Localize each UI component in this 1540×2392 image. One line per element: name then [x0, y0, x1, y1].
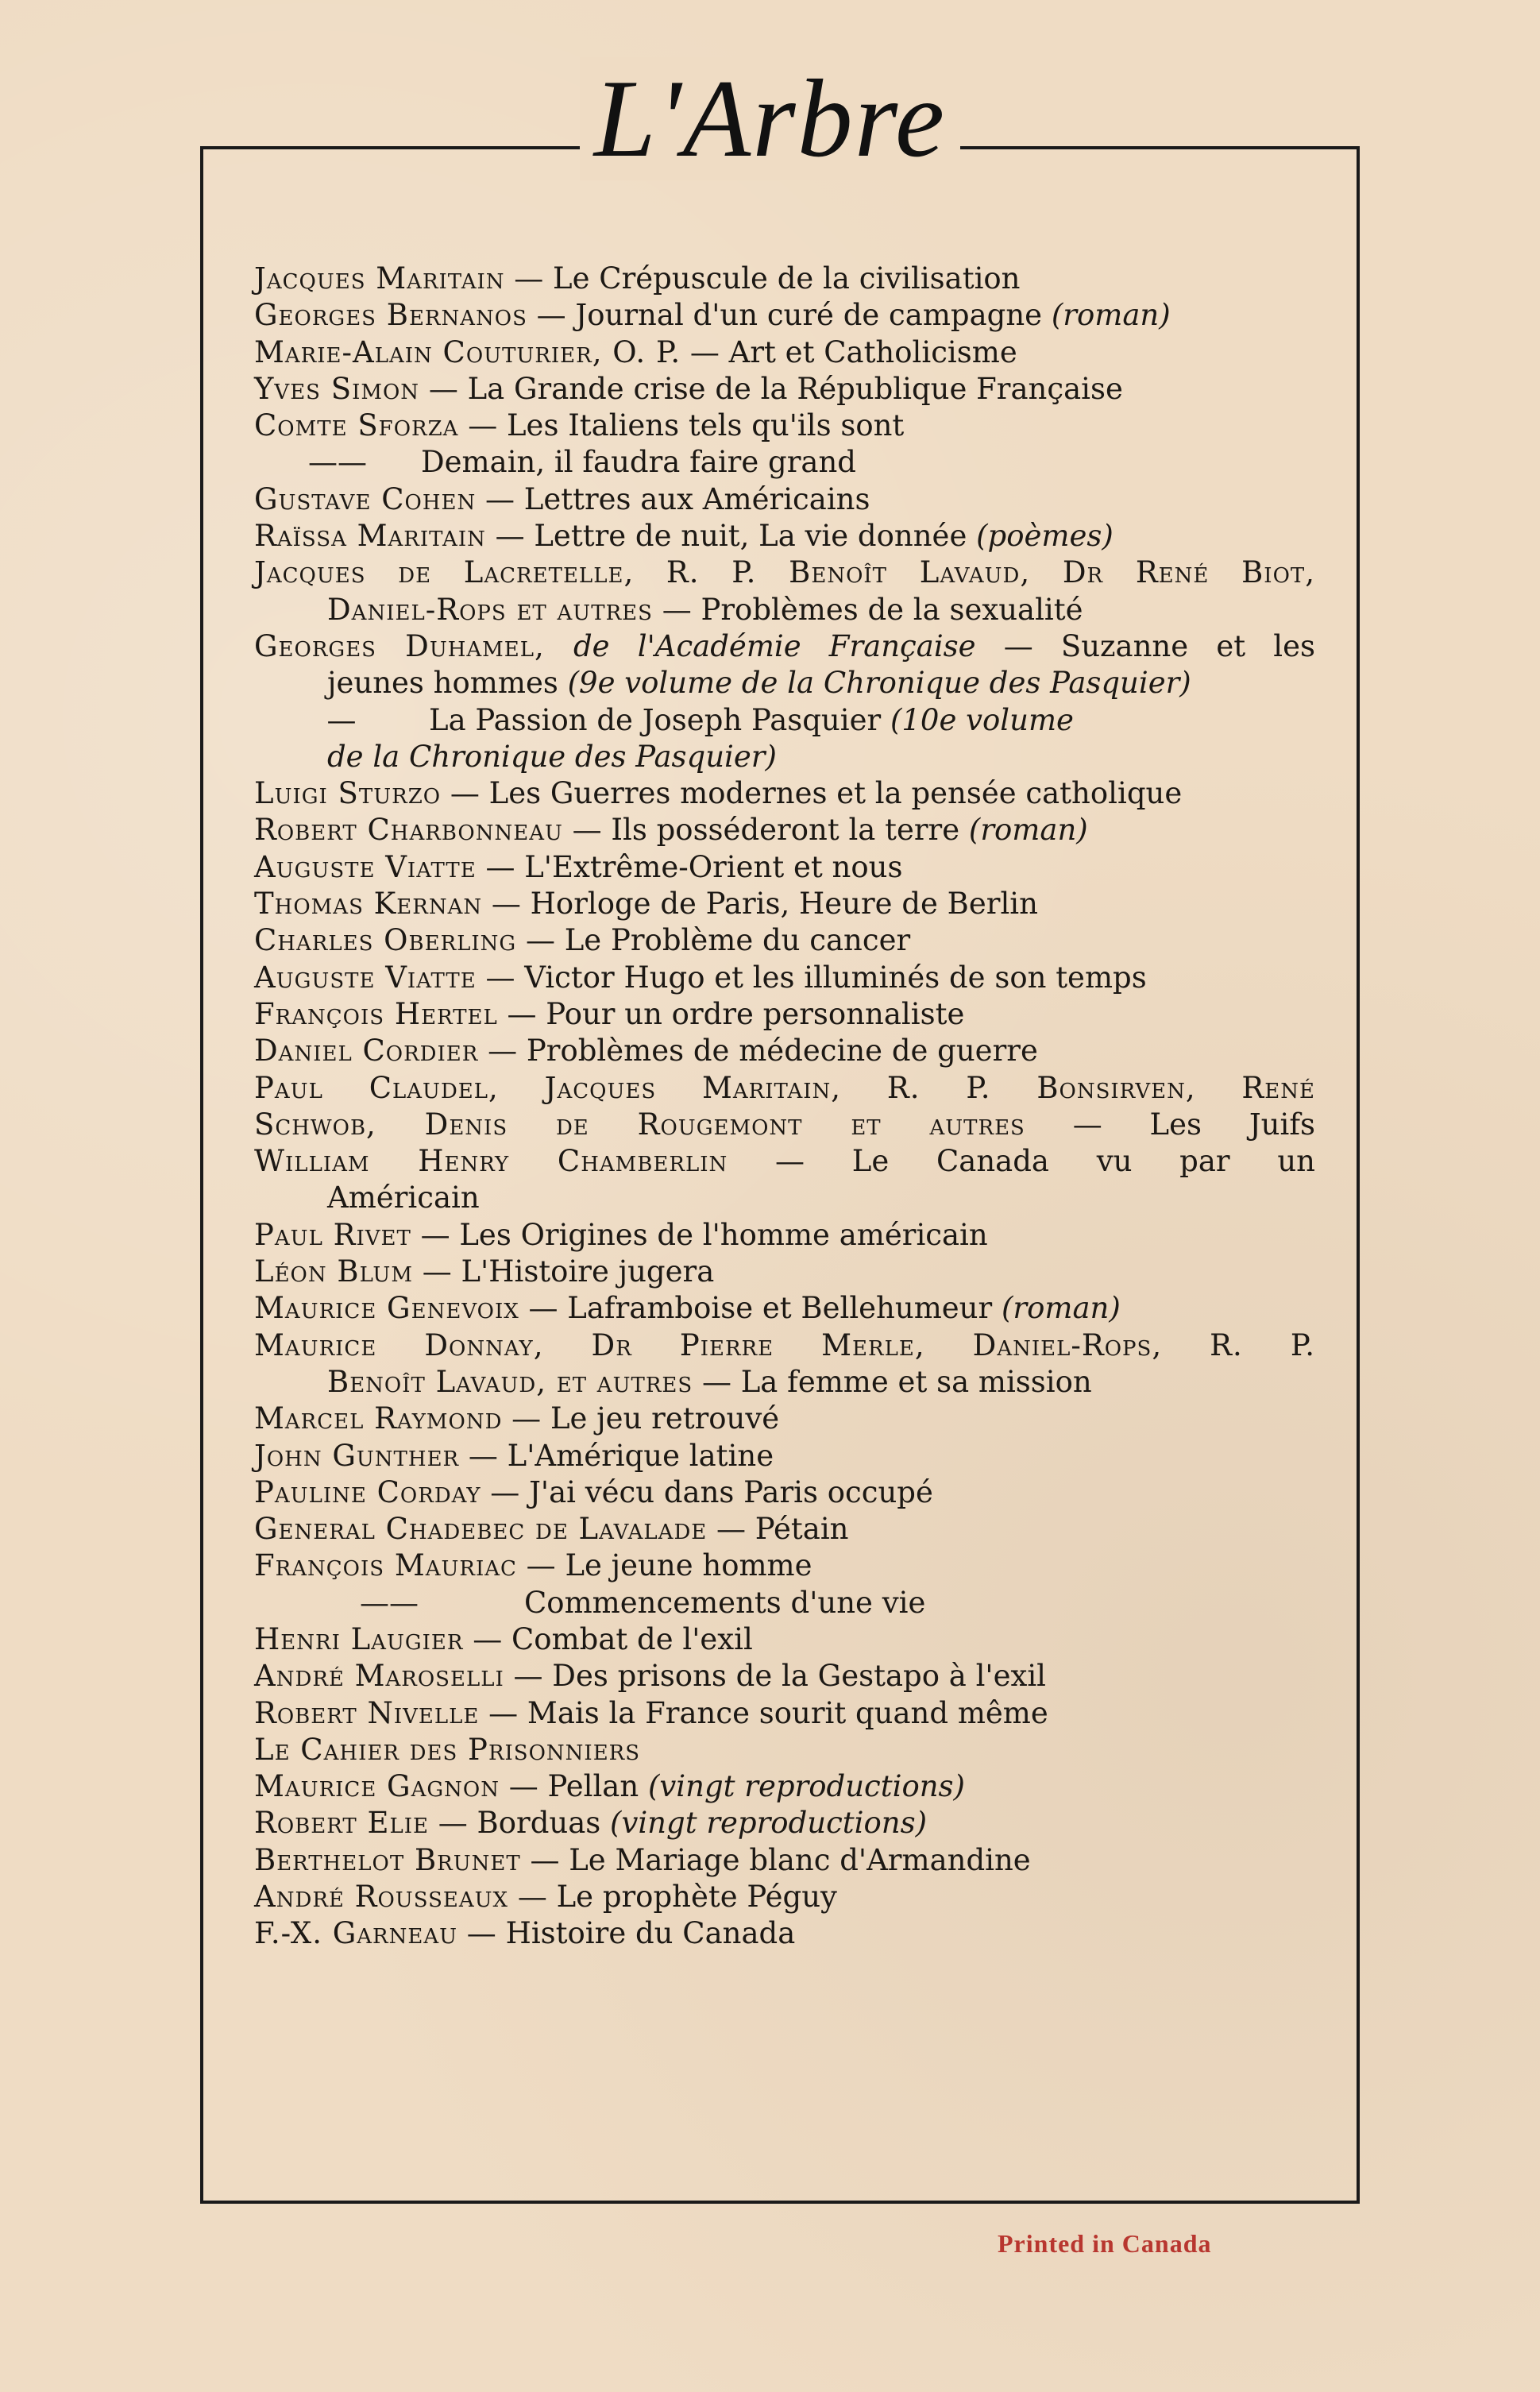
book-list [254, 261, 1315, 1953]
entry-affiliation: de l'Académie Française [573, 628, 976, 663]
book-entry [254, 334, 1315, 371]
entry-title: — Pour un ordre personnaliste [497, 996, 965, 1031]
entry-author: F.-X. Garneau [254, 1916, 458, 1951]
book-entry [254, 1768, 1315, 1805]
book-entry [254, 444, 1315, 481]
ditto-dash: — [326, 702, 357, 737]
entry-author: Maurice Gagnon [254, 1769, 500, 1804]
entry-title: — Les Italiens tels qu'ils sont [458, 408, 905, 443]
entry-author: Daniel-Rops et autres [327, 592, 653, 627]
book-entry [254, 996, 1315, 1033]
entry-title: — Journal d'un curé de campagne [527, 298, 1052, 333]
entry-note: (roman) [968, 813, 1088, 848]
ditto-dash: —— [360, 1585, 419, 1620]
book-entry [254, 702, 1315, 739]
book-entry [254, 1915, 1315, 1952]
book-entry [254, 1180, 1315, 1216]
entry-title: — Le prophète Péguy [508, 1880, 837, 1915]
entry-author: Schwob, Denis de Rougemont et autres [254, 1107, 1025, 1142]
entry-title: — L'Histoire jugera [412, 1254, 715, 1289]
entry-author: John Gunther [254, 1438, 460, 1473]
entry-author: François Hertel [254, 996, 498, 1031]
book-entry [254, 1143, 1315, 1180]
entry-author: Jacques de Lacretelle, R. P. Benoît Lavaud, Dr René Biot, [254, 555, 1315, 590]
entry-title: Demain, il faudra faire grand [421, 445, 856, 480]
entry-author: Léon Blum [254, 1254, 413, 1289]
book-entry [254, 1805, 1315, 1841]
entry-title: — L'Extrême-Orient et nous [476, 849, 903, 884]
book-entry [254, 1290, 1315, 1327]
book-entry [254, 1658, 1315, 1694]
book-entry [254, 922, 1315, 959]
entry-author: Robert Elie [254, 1806, 430, 1841]
entry-author: Berthelot Brunet [254, 1842, 521, 1877]
entry-author: Georges Duhamel, [254, 628, 573, 663]
book-entry [254, 1474, 1315, 1511]
book-entry [254, 592, 1315, 628]
entry-title: — La femme et sa mission [693, 1364, 1092, 1399]
book-entry [254, 849, 1315, 886]
entry-title: — Les Juifs [1025, 1107, 1316, 1142]
entry-author: Robert Nivelle [254, 1695, 480, 1730]
entry-note: de la Chronique des Pasquier) [327, 739, 777, 774]
entry-title: — Les Origines de l'homme américain [411, 1217, 988, 1252]
entry-title: — L'Amérique latine [459, 1438, 774, 1473]
entry-author: General Chadebec de Lavalade [254, 1512, 708, 1547]
book-entry [254, 1327, 1315, 1364]
entry-title: — Problèmes de la sexualité [652, 592, 1083, 627]
entry-title: — Le Canada vu par un [728, 1144, 1316, 1179]
book-entry [254, 518, 1315, 555]
entry-author: Auguste Viatte [254, 960, 477, 995]
entry-author: Jacques Maritain [254, 261, 505, 296]
entry-author: Charles Oberling [254, 923, 517, 958]
book-entry [254, 1070, 1315, 1107]
book-entry [254, 1107, 1315, 1143]
entry-author: André Maroselli [254, 1659, 504, 1694]
book-entry [254, 960, 1315, 996]
book-entry [254, 665, 1315, 701]
entry-title: Américain [327, 1181, 480, 1215]
entry-title: — La Grande crise de la République Française [419, 371, 1123, 406]
entry-title: — Horloge de Paris, Heure de Berlin [482, 887, 1038, 922]
book-entry [254, 812, 1315, 848]
book-entry [254, 1511, 1315, 1548]
book-entry [254, 628, 1315, 665]
book-entry [254, 371, 1315, 408]
entry-author: Georges Bernanos [254, 298, 527, 333]
entry-author: Marcel Raymond [254, 1401, 503, 1436]
entry-author: Thomas Kernan [254, 887, 483, 922]
entry-author: Marie-Alain Couturier, O. P. [254, 334, 681, 369]
book-entry [254, 1438, 1315, 1474]
entry-title: — Laframboise et Bellehumeur [519, 1291, 1002, 1326]
book-entry [254, 261, 1315, 297]
entry-title: — Art et Catholicisme [681, 334, 1017, 369]
entry-note: (roman) [1051, 298, 1171, 333]
entry-title: — Borduas [429, 1806, 611, 1841]
entry-author: Robert Charbonneau [254, 813, 563, 848]
entry-title: — Ils posséderont la terre [562, 813, 969, 848]
entry-title: — Problèmes de médecine de guerre [478, 1034, 1038, 1068]
book-entry [254, 481, 1315, 518]
book-entry [254, 739, 1315, 775]
page-title: L'Arbre [0, 64, 1540, 175]
entry-author: Paul Claudel, Jacques Maritain, R. P. Bonsirven, René [254, 1070, 1315, 1105]
entry-author: François Mauriac [254, 1548, 517, 1583]
entry-author: Gustave Cohen [254, 481, 477, 516]
entry-author: Le Cahier des Prisonniers [254, 1732, 641, 1767]
book-entry [254, 1401, 1315, 1437]
entry-note: (poèmes) [976, 519, 1114, 554]
entry-author: Pauline Corday [254, 1474, 481, 1509]
book-entry [254, 1254, 1315, 1290]
entry-author: Maurice Donnay, Dr Pierre Merle, Daniel-Rops, R. P. [254, 1327, 1315, 1362]
book-entry [254, 297, 1315, 334]
book-entry [254, 1033, 1315, 1069]
book-entry [254, 1879, 1315, 1915]
entry-title: — Lettres aux Américains [476, 481, 870, 516]
entry-author: Auguste Viatte [254, 849, 477, 884]
entry-author: Paul Rivet [254, 1217, 411, 1252]
entry-note: (9e volume de la Chronique des Pasquier) [567, 666, 1191, 701]
entry-title: jeunes hommes [327, 666, 568, 701]
book-entry [254, 886, 1315, 922]
book-entry [254, 1585, 1315, 1621]
book-entry [254, 1621, 1315, 1658]
entry-title: — Lettre de nuit, La vie donnée [485, 519, 977, 554]
entry-author: Maurice Genevoix [254, 1291, 519, 1326]
entry-title: — Le jeu retrouvé [502, 1401, 780, 1436]
entry-note: (10e volume [890, 702, 1074, 737]
entry-title: — Pellan [499, 1769, 648, 1804]
entry-title: — Le jeune homme [516, 1548, 812, 1583]
entry-title: — Histoire du Canada [457, 1916, 796, 1951]
entry-title: — Des prisons de la Gestapo à l'exil [504, 1659, 1047, 1694]
entry-title: — Le Mariage blanc d'Armandine [520, 1842, 1031, 1877]
entry-title: — Le Problème du cancer [516, 923, 911, 958]
entry-title: La Passion de Joseph Pasquier [429, 702, 890, 737]
entry-note: (vingt reproductions) [610, 1806, 928, 1841]
entry-author: Daniel Cordier [254, 1034, 479, 1068]
entry-author: Luigi Sturzo [254, 776, 442, 811]
entry-title: — Mais la France sourit quand même [479, 1695, 1048, 1730]
entry-note: (vingt reproductions) [647, 1769, 965, 1804]
entry-author: André Rousseaux [254, 1880, 509, 1915]
entry-title: — Le Crépuscule de la civilisation [504, 261, 1021, 296]
entry-author: Benoît Lavaud, et autres [327, 1364, 693, 1399]
book-entry [254, 775, 1315, 812]
entry-note: (roman) [1001, 1291, 1121, 1326]
ditto-dash: —— [308, 445, 367, 480]
entry-title: — Combat de l'exil [463, 1621, 753, 1656]
book-entry [254, 1732, 1315, 1768]
printed-in-canada: Printed in Canada [998, 2229, 1212, 2258]
book-entry [254, 1217, 1315, 1254]
book-entry [254, 408, 1315, 444]
entry-title: — Les Guerres modernes et la pensée catholique [441, 776, 1183, 811]
book-entry [254, 1695, 1315, 1732]
book-entry [254, 1548, 1315, 1584]
entry-title: — Victor Hugo et les illuminés de son temps [476, 960, 1147, 995]
book-entry [254, 1842, 1315, 1879]
entry-author: Comte Sforza [254, 408, 459, 443]
entry-title: Commencements d'une vie [524, 1585, 926, 1620]
book-entry [254, 1364, 1315, 1401]
entry-author: Henri Laugier [254, 1621, 464, 1656]
book-entry [254, 555, 1315, 591]
entry-title: — Suzanne et les [975, 628, 1315, 663]
entry-author: Yves Simon [254, 371, 420, 406]
entry-title: — J'ai vécu dans Paris occupé [481, 1474, 933, 1509]
entry-title: — Pétain [707, 1512, 849, 1547]
entry-author: William Henry Chamberlin [254, 1144, 728, 1179]
entry-author: Raïssa Maritain [254, 519, 486, 554]
